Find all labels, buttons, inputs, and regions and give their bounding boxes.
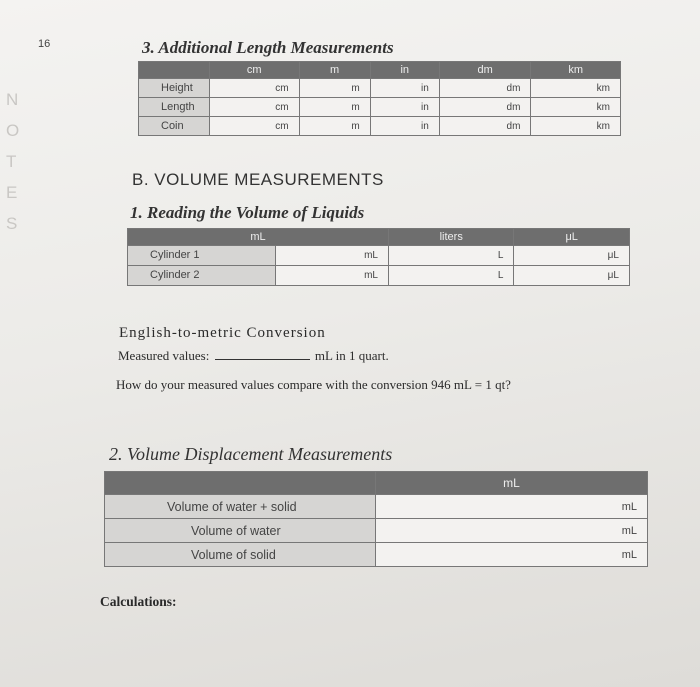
- cell-unit[interactable]: mL: [376, 519, 648, 543]
- cylinder-cell-group: [128, 266, 389, 286]
- cell-unit[interactable]: m: [299, 117, 370, 136]
- cell-unit[interactable]: cm: [210, 117, 300, 136]
- cell-unit[interactable]: in: [370, 79, 439, 98]
- table-row: [105, 495, 648, 519]
- margin-note-letter: S: [6, 214, 18, 233]
- table-row: [105, 519, 648, 543]
- length-table: [138, 61, 621, 136]
- row-label-coin: Coin: [139, 117, 210, 136]
- cell-unit[interactable]: μL: [514, 246, 630, 266]
- cell-unit[interactable]: km: [531, 79, 621, 98]
- row-label-length: Length: [139, 98, 210, 117]
- page-number: 16: [38, 38, 51, 50]
- header-ul: μL: [514, 229, 630, 246]
- cylinder-cell-group: [128, 246, 389, 266]
- cell-unit[interactable]: mL: [376, 495, 648, 519]
- liquids-table-header: [128, 229, 630, 246]
- cell-unit[interactable]: L: [389, 266, 514, 286]
- cell-unit[interactable]: μL: [514, 266, 630, 286]
- cell-unit[interactable]: mL: [275, 246, 388, 265]
- cell-unit[interactable]: cm: [210, 98, 300, 117]
- header-empty: [105, 472, 376, 495]
- conversion-heading: English-to-metric Conversion: [119, 325, 326, 341]
- cell-unit[interactable]: in: [370, 98, 439, 117]
- row-label-water: Volume of water: [105, 519, 376, 543]
- table-row: [139, 117, 621, 136]
- row-label-cylinder-1: Cylinder 1: [128, 246, 275, 265]
- table-row: [139, 98, 621, 117]
- cell-unit[interactable]: mL: [376, 543, 648, 567]
- cell-unit[interactable]: cm: [210, 79, 300, 98]
- section-b-title: B. VOLUME MEASUREMENTS: [132, 170, 384, 189]
- header-dm: dm: [439, 62, 531, 79]
- section-3-title: 3. Additional Length Measurements: [142, 38, 394, 57]
- measured-values-blank[interactable]: [215, 359, 310, 360]
- header-empty: [139, 62, 210, 79]
- cell-unit[interactable]: km: [531, 98, 621, 117]
- measured-values-suffix: mL in 1 quart.: [314, 348, 389, 363]
- margin-note-letter: O: [6, 121, 20, 140]
- row-label-cylinder-2: Cylinder 2: [128, 266, 275, 285]
- margin-note-letter: T: [6, 152, 17, 171]
- calculations-label: Calculations:: [100, 594, 177, 609]
- cell-unit[interactable]: L: [389, 246, 514, 266]
- cell-unit[interactable]: mL: [275, 266, 388, 285]
- header-km: km: [531, 62, 621, 79]
- cell-unit[interactable]: dm: [439, 79, 531, 98]
- measured-values-line: [118, 348, 389, 364]
- margin-note-letter: E: [6, 183, 18, 202]
- cell-unit[interactable]: dm: [439, 98, 531, 117]
- conversion-question: How do your measured values compare with the conversion 946 mL = 1 qt?: [116, 377, 511, 392]
- row-label-water-solid: Volume of water + solid: [105, 495, 376, 519]
- liquids-table: [127, 228, 630, 286]
- cell-unit[interactable]: dm: [439, 117, 531, 136]
- displacement-table-header: [105, 472, 648, 495]
- header-cm: cm: [210, 62, 300, 79]
- row-label-height: Height: [139, 79, 210, 98]
- cell-unit[interactable]: in: [370, 117, 439, 136]
- table-row: [105, 543, 648, 567]
- table-row: [139, 79, 621, 98]
- cell-unit[interactable]: m: [299, 98, 370, 117]
- header-liters: liters: [389, 229, 514, 246]
- table-row: [128, 266, 630, 286]
- header-ml: mL: [128, 229, 389, 246]
- cell-unit[interactable]: km: [531, 117, 621, 136]
- section-2-title: 2. Volume Displacement Measurements: [109, 444, 393, 464]
- length-table-header: [139, 62, 621, 79]
- header-m: m: [299, 62, 370, 79]
- header-ml: mL: [376, 472, 648, 495]
- measured-values-label: Measured values:: [118, 348, 210, 363]
- header-in: in: [370, 62, 439, 79]
- row-label-solid: Volume of solid: [105, 543, 376, 567]
- liquids-subtitle: 1. Reading the Volume of Liquids: [130, 203, 365, 222]
- margin-note-letter: N: [6, 90, 19, 109]
- table-row: [128, 246, 630, 266]
- cell-unit[interactable]: m: [299, 79, 370, 98]
- displacement-table: [104, 471, 648, 567]
